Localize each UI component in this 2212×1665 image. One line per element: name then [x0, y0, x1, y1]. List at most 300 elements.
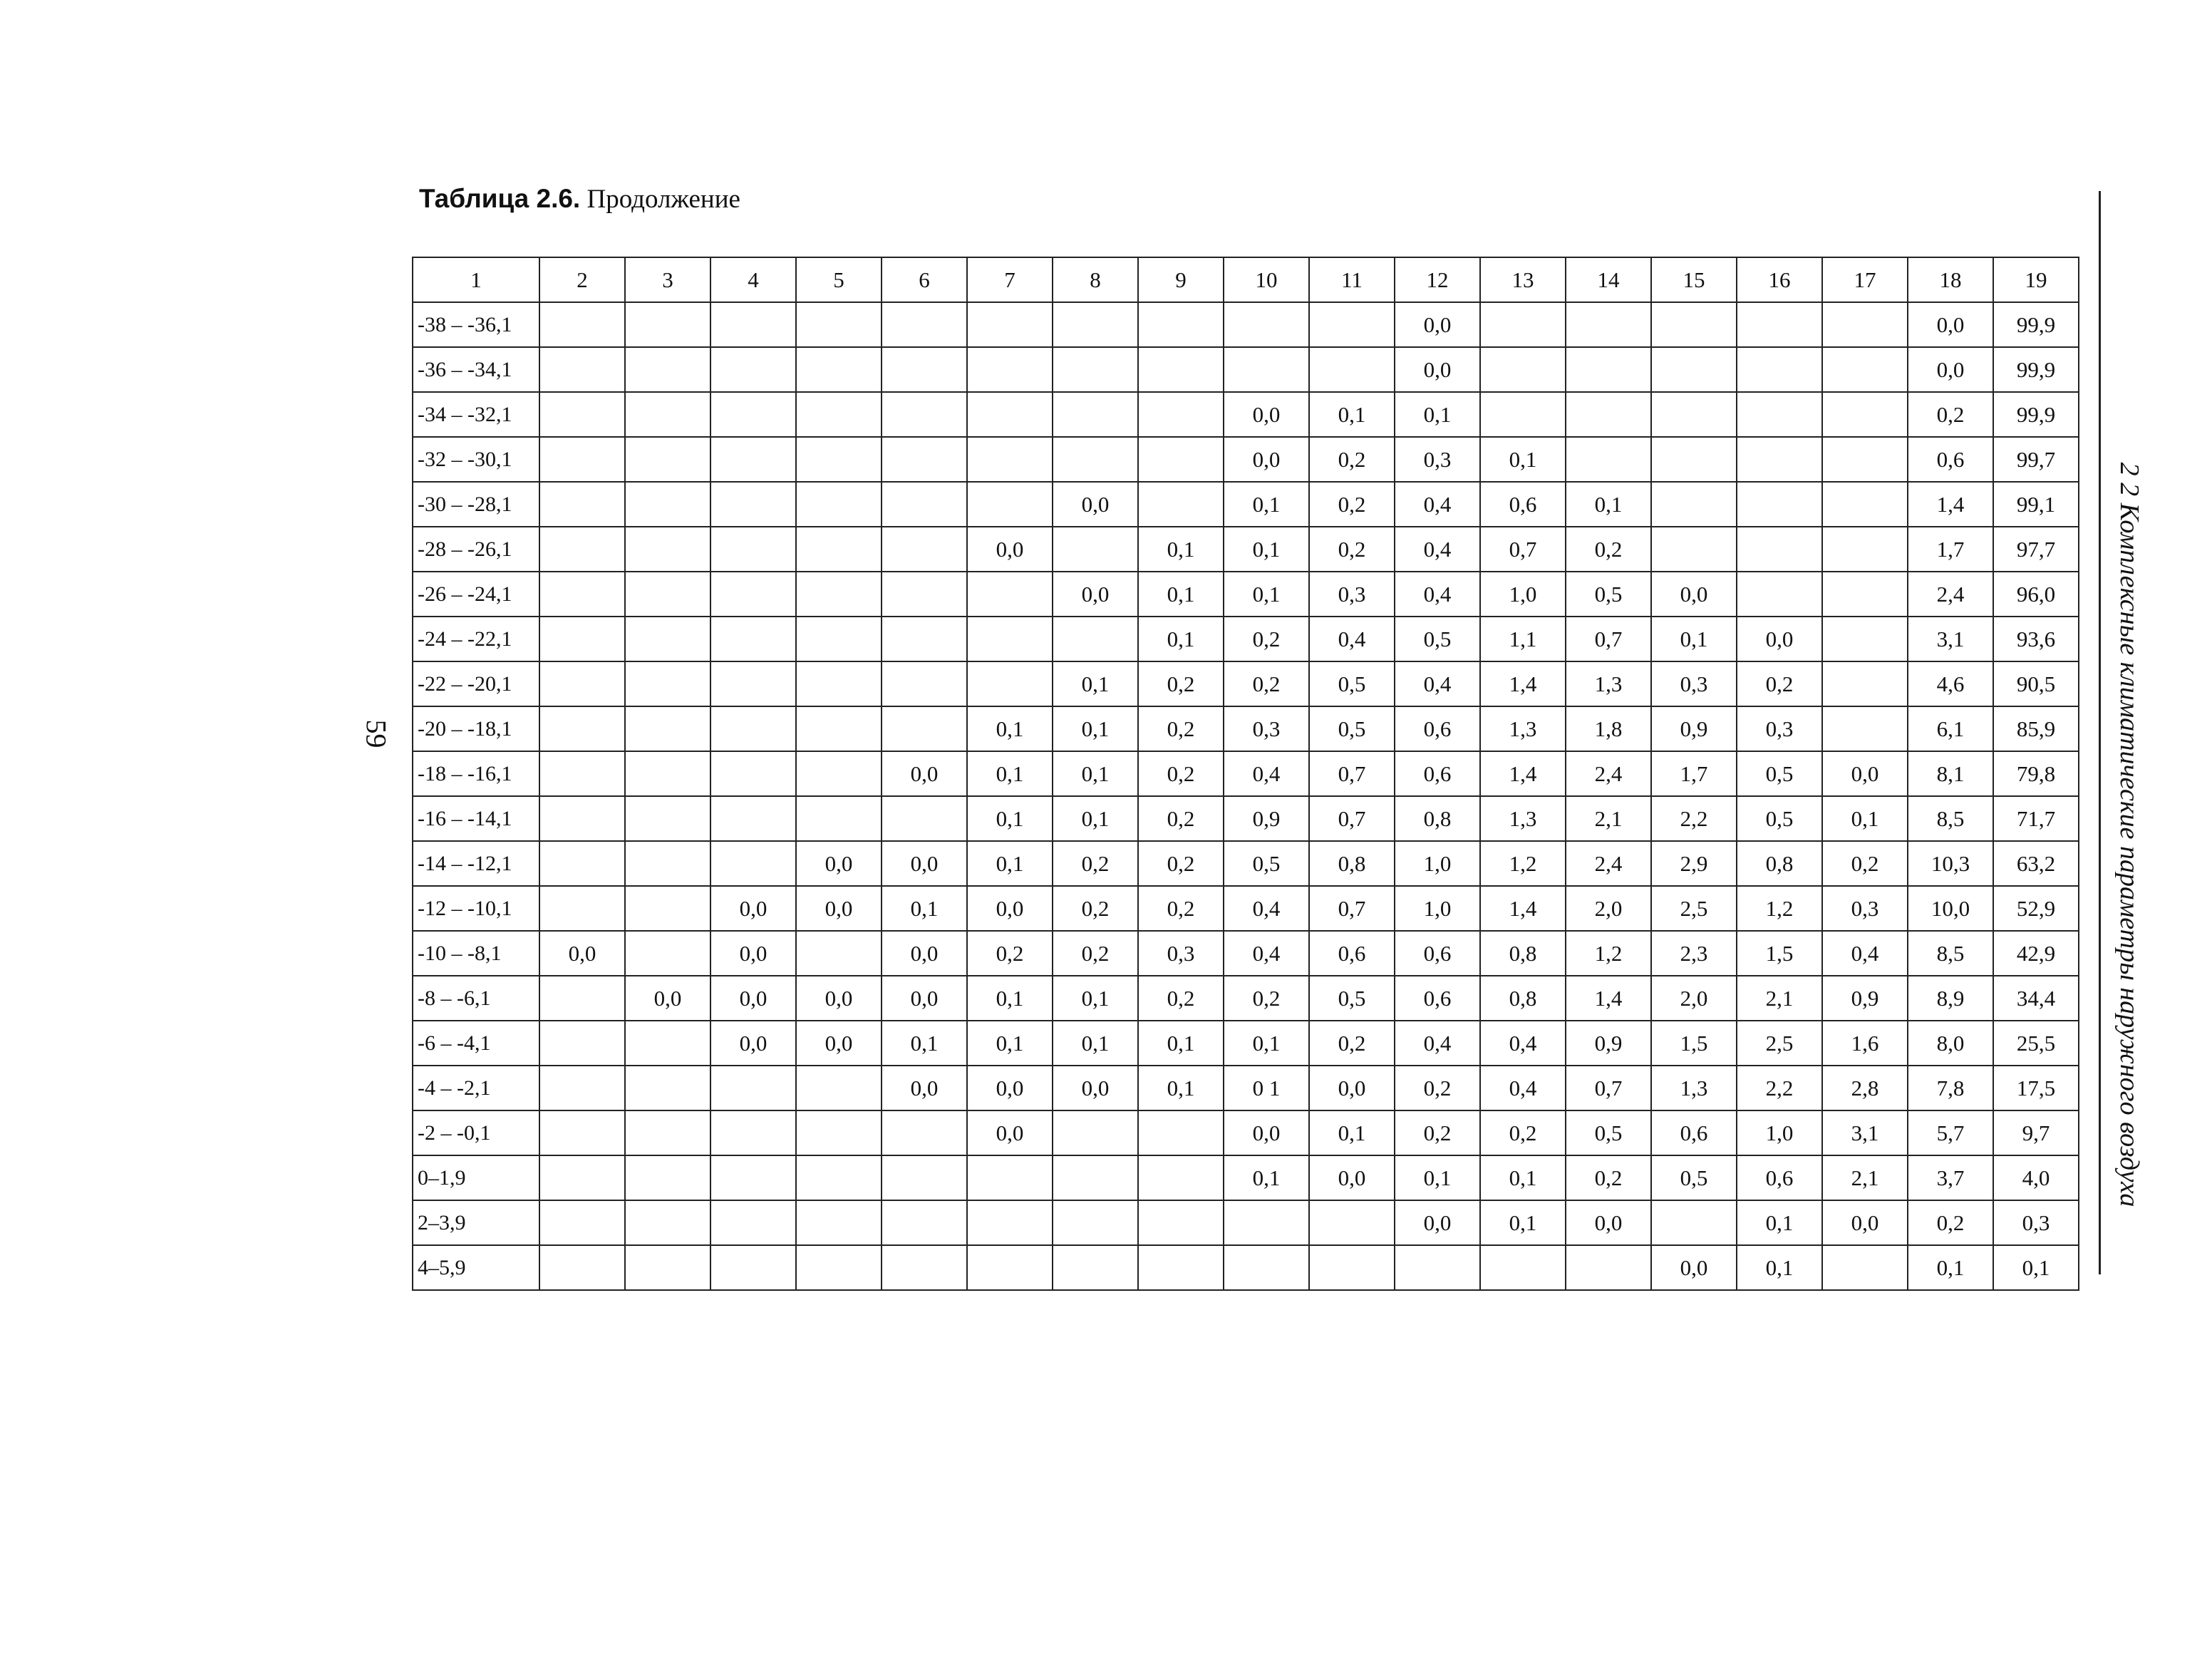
- table-cell: [796, 751, 882, 796]
- table-cell: [1224, 1245, 1309, 1290]
- table-cell: 0,2: [1908, 392, 1993, 437]
- table-cell: 0,2: [1138, 841, 1224, 886]
- table-cell: [882, 1245, 967, 1290]
- table-cell: [539, 1200, 625, 1245]
- table-cell: 0,5: [1309, 661, 1395, 706]
- table-cell: 0,0: [1053, 482, 1138, 527]
- table-row: [413, 1110, 2079, 1155]
- table-cell: 0,9: [1566, 1021, 1651, 1066]
- table-cell: 0,3: [1651, 661, 1737, 706]
- table-cell: [1822, 302, 1908, 347]
- table-cell: 0,3: [1138, 931, 1224, 976]
- table-cell: [1822, 527, 1908, 572]
- table-cell: 0,1: [1224, 572, 1309, 617]
- column-header: 4: [710, 257, 796, 302]
- row-label: -12 – -10,1: [413, 886, 539, 931]
- table-cell: 0,0: [882, 751, 967, 796]
- table-cell: [882, 661, 967, 706]
- table-cell: [539, 1110, 625, 1155]
- row-label: -24 – -22,1: [413, 617, 539, 661]
- table-row: [413, 1200, 2079, 1245]
- table-cell: 0,1: [1395, 392, 1480, 437]
- table-cell: 0,1: [1651, 617, 1737, 661]
- table-cell: 0,6: [1651, 1110, 1737, 1155]
- table-cell: 0,7: [1566, 1066, 1651, 1110]
- table-cell: 85,9: [1993, 706, 2079, 751]
- table-cell: [796, 1066, 882, 1110]
- table-cell: [967, 661, 1053, 706]
- table-cell: [1737, 572, 1822, 617]
- table-cell: [710, 1110, 796, 1155]
- table-cell: [539, 796, 625, 841]
- table-cell: [539, 437, 625, 482]
- table-cell: [1053, 527, 1138, 572]
- table-cell: 7,8: [1908, 1066, 1993, 1110]
- row-label: -36 – -34,1: [413, 347, 539, 392]
- table-cell: 0,2: [1138, 796, 1224, 841]
- table-cell: 0,2: [1053, 841, 1138, 886]
- table-cell: [1822, 437, 1908, 482]
- table-cell: [710, 661, 796, 706]
- table-cell: [539, 1021, 625, 1066]
- table-cell: [539, 392, 625, 437]
- table-cell: 0 1: [1224, 1066, 1309, 1110]
- table-cell: [539, 751, 625, 796]
- table-cell: 0,5: [1224, 841, 1309, 886]
- table-cell: [539, 302, 625, 347]
- table-cell: 2,4: [1566, 841, 1651, 886]
- table-cell: [967, 347, 1053, 392]
- table-cell: [625, 347, 710, 392]
- table-cell: 0,3: [1309, 572, 1395, 617]
- table-cell: [625, 527, 710, 572]
- table-cell: [882, 617, 967, 661]
- table-cell: [539, 1155, 625, 1200]
- row-label: -14 – -12,1: [413, 841, 539, 886]
- table-cell: 0,4: [1395, 1021, 1480, 1066]
- table-cell: 9,7: [1993, 1110, 2079, 1155]
- table-cell: [796, 527, 882, 572]
- table-row: [413, 527, 2079, 572]
- table-cell: [1737, 482, 1822, 527]
- table-cell: 0,2: [1224, 617, 1309, 661]
- table-cell: 0,6: [1908, 437, 1993, 482]
- table-cell: [1480, 1245, 1566, 1290]
- table-cell: 0,0: [710, 931, 796, 976]
- table-cell: [796, 931, 882, 976]
- table-cell: 0,2: [1138, 751, 1224, 796]
- table-cell: 0,0: [625, 976, 710, 1021]
- table-cell: 0,2: [1138, 706, 1224, 751]
- table-cell: 0,0: [882, 841, 967, 886]
- table-cell: 0,0: [796, 1021, 882, 1066]
- table-row: [413, 572, 2079, 617]
- table-cell: 0,2: [1480, 1110, 1566, 1155]
- column-header: 3: [625, 257, 710, 302]
- table-cell: 0,0: [1395, 302, 1480, 347]
- table-cell: [882, 706, 967, 751]
- table-cell: 0,8: [1480, 931, 1566, 976]
- table-cell: 0,0: [1566, 1200, 1651, 1245]
- table-cell: [882, 1155, 967, 1200]
- table-cell: 0,0: [967, 1066, 1053, 1110]
- table-cell: [1053, 1200, 1138, 1245]
- table-cell: 0,5: [1566, 1110, 1651, 1155]
- table-cell: 0,0: [1053, 572, 1138, 617]
- table-cell: 0,0: [1908, 302, 1993, 347]
- table-cell: 0,1: [967, 976, 1053, 1021]
- table-cell: 0,1: [967, 1021, 1053, 1066]
- column-header: 17: [1822, 257, 1908, 302]
- table-cell: 0,2: [1737, 661, 1822, 706]
- table-cell: 1,1: [1480, 617, 1566, 661]
- table-row: [413, 392, 2079, 437]
- table-cell: [710, 617, 796, 661]
- column-header: 13: [1480, 257, 1566, 302]
- table-cell: 0,1: [1053, 661, 1138, 706]
- table-cell: 0,2: [1822, 841, 1908, 886]
- column-header: 10: [1224, 257, 1309, 302]
- table-cell: [1138, 437, 1224, 482]
- table-cell: [625, 572, 710, 617]
- table-cell: 0,0: [1053, 1066, 1138, 1110]
- table-cell: 0,0: [967, 527, 1053, 572]
- table-cell: [1053, 437, 1138, 482]
- table-cell: [1822, 1245, 1908, 1290]
- table-cell: 1,4: [1480, 661, 1566, 706]
- table-cell: [1737, 437, 1822, 482]
- table-cell: [1053, 617, 1138, 661]
- table-cell: 0,5: [1309, 706, 1395, 751]
- table-cell: [625, 796, 710, 841]
- table-cell: [796, 347, 882, 392]
- table-row: [413, 886, 2079, 931]
- table-cell: [710, 1066, 796, 1110]
- table-cell: [1138, 347, 1224, 392]
- table-cell: 5,7: [1908, 1110, 1993, 1155]
- table-cell: [882, 527, 967, 572]
- table-cell: 0,1: [882, 1021, 967, 1066]
- table-cell: [710, 841, 796, 886]
- table-cell: 2,2: [1651, 796, 1737, 841]
- table-cell: 0,2: [1566, 1155, 1651, 1200]
- column-header: 19: [1993, 257, 2079, 302]
- table-cell: 0,1: [1053, 796, 1138, 841]
- column-header: 9: [1138, 257, 1224, 302]
- table-cell: [1309, 1245, 1395, 1290]
- table-row: [413, 482, 2079, 527]
- table-cell: 3,7: [1908, 1155, 1993, 1200]
- table-cell: 0,1: [1993, 1245, 2079, 1290]
- table-cell: [539, 527, 625, 572]
- table-cell: [967, 572, 1053, 617]
- table-cell: [796, 572, 882, 617]
- table-cell: [1651, 347, 1737, 392]
- table-cell: [625, 302, 710, 347]
- table-cell: 2,0: [1651, 976, 1737, 1021]
- table-cell: [882, 347, 967, 392]
- table-cell: 0,0: [882, 1066, 967, 1110]
- running-title: [2108, 396, 2151, 1273]
- table-cell: [1651, 392, 1737, 437]
- table-cell: 99,9: [1993, 392, 2079, 437]
- row-label: -22 – -20,1: [413, 661, 539, 706]
- table-cell: 0,2: [1309, 437, 1395, 482]
- table-cell: 1,5: [1737, 931, 1822, 976]
- table-cell: 0,1: [1053, 976, 1138, 1021]
- table-cell: [625, 706, 710, 751]
- table-row: [413, 302, 2079, 347]
- table-cell: [1822, 617, 1908, 661]
- table-cell: 0,4: [1480, 1066, 1566, 1110]
- table-cell: [625, 661, 710, 706]
- table-cell: 1,4: [1480, 886, 1566, 931]
- table-cell: 0,4: [1480, 1021, 1566, 1066]
- table-cell: 0,2: [1053, 886, 1138, 931]
- table-cell: 1,3: [1651, 1066, 1737, 1110]
- table-cell: 99,1: [1993, 482, 2079, 527]
- table-cell: 0,0: [796, 886, 882, 931]
- table-cell: [1224, 1200, 1309, 1245]
- table-cell: 0,4: [1395, 482, 1480, 527]
- table-cell: [796, 796, 882, 841]
- row-label: -2 – -0,1: [413, 1110, 539, 1155]
- table-cell: [625, 392, 710, 437]
- table-cell: 0,4: [1395, 661, 1480, 706]
- table-cell: 0,0: [1224, 1110, 1309, 1155]
- table-cell: [625, 1066, 710, 1110]
- table-cell: [796, 661, 882, 706]
- table-cell: [710, 347, 796, 392]
- table-cell: 1,6: [1822, 1021, 1908, 1066]
- table-cell: [710, 482, 796, 527]
- page-number: 59: [360, 719, 393, 748]
- table-cell: 0,0: [1651, 1245, 1737, 1290]
- table-cell: [1138, 1110, 1224, 1155]
- table-cell: [539, 1245, 625, 1290]
- table-cell: [796, 482, 882, 527]
- table-cell: 2,1: [1822, 1155, 1908, 1200]
- table-cell: 1,3: [1566, 661, 1651, 706]
- table-cell: 1,4: [1908, 482, 1993, 527]
- table-cell: 0,1: [1737, 1245, 1822, 1290]
- table-cell: [967, 482, 1053, 527]
- table-cell: [796, 392, 882, 437]
- table-cell: [625, 482, 710, 527]
- table-cell: [539, 1066, 625, 1110]
- column-header: 1: [413, 257, 539, 302]
- data-table-body: [413, 257, 2079, 1290]
- table-cell: [1138, 1245, 1224, 1290]
- table-cell: 0,5: [1651, 1155, 1737, 1200]
- table-cell: [1053, 392, 1138, 437]
- table-cell: [796, 302, 882, 347]
- row-label: -32 – -30,1: [413, 437, 539, 482]
- table-cell: 0,3: [1224, 706, 1309, 751]
- table-cell: 0,0: [710, 1021, 796, 1066]
- table-cell: 2,4: [1908, 572, 1993, 617]
- table-cell: 8,5: [1908, 931, 1993, 976]
- table-cell: 1,2: [1737, 886, 1822, 931]
- table-cell: 0,0: [967, 1110, 1053, 1155]
- row-label: 4–5,9: [413, 1245, 539, 1290]
- column-header: 12: [1395, 257, 1480, 302]
- table-row: [413, 437, 2079, 482]
- table-cell: 71,7: [1993, 796, 2079, 841]
- table-row: [413, 1066, 2079, 1110]
- table-cell: 0,1: [1224, 1155, 1309, 1200]
- table-cell: 1,5: [1651, 1021, 1737, 1066]
- table-cell: 1,8: [1566, 706, 1651, 751]
- table-row: [413, 841, 2079, 886]
- table-cell: 0,8: [1480, 976, 1566, 1021]
- table-cell: 0,2: [1395, 1066, 1480, 1110]
- table-cell: 0,7: [1480, 527, 1566, 572]
- table-cell: 0,2: [1224, 976, 1309, 1021]
- table-cell: 0,0: [1908, 347, 1993, 392]
- table-cell: [710, 302, 796, 347]
- table-cell: 0,4: [1822, 931, 1908, 976]
- table-cell: 0,6: [1395, 706, 1480, 751]
- table-cell: 0,0: [1224, 437, 1309, 482]
- table-cell: 0,3: [1395, 437, 1480, 482]
- table-cell: 0,2: [1224, 661, 1309, 706]
- table-cell: 0,6: [1395, 751, 1480, 796]
- table-cell: 0,1: [1908, 1245, 1993, 1290]
- running-title-text: 2 2 Комплексные климатические параметры наружного воздуха: [2114, 462, 2144, 1207]
- table-cell: [1651, 482, 1737, 527]
- table-cell: [1651, 302, 1737, 347]
- table-cell: 0,1: [967, 841, 1053, 886]
- table-cell: 0,9: [1651, 706, 1737, 751]
- table-cell: [1651, 437, 1737, 482]
- table-cell: [1480, 392, 1566, 437]
- table-caption-subtitle: Продолжение: [586, 185, 740, 214]
- table-cell: 6,1: [1908, 706, 1993, 751]
- table-cell: [625, 1200, 710, 1245]
- row-label: -8 – -6,1: [413, 976, 539, 1021]
- table-row: [413, 976, 2079, 1021]
- table-cell: 63,2: [1993, 841, 2079, 886]
- table-cell: 0,0: [1224, 392, 1309, 437]
- row-label: -34 – -32,1: [413, 392, 539, 437]
- table-cell: [625, 1110, 710, 1155]
- table-cell: 79,8: [1993, 751, 2079, 796]
- table-row: [413, 617, 2079, 661]
- table-cell: 0,7: [1309, 751, 1395, 796]
- table-cell: [1737, 302, 1822, 347]
- table-cell: 93,6: [1993, 617, 2079, 661]
- table-cell: [1053, 1110, 1138, 1155]
- table-cell: 0,1: [1480, 1200, 1566, 1245]
- table-cell: [1651, 527, 1737, 572]
- table-cell: 0,0: [1395, 347, 1480, 392]
- table-cell: [1138, 392, 1224, 437]
- table-cell: 0,4: [1395, 527, 1480, 572]
- column-header: 6: [882, 257, 967, 302]
- table-cell: [539, 976, 625, 1021]
- table-cell: [1309, 347, 1395, 392]
- table-cell: 8,5: [1908, 796, 1993, 841]
- table-cell: [967, 1200, 1053, 1245]
- table-cell: 0,0: [967, 886, 1053, 931]
- table-cell: [710, 392, 796, 437]
- table-cell: 0,1: [1480, 1155, 1566, 1200]
- table-cell: 0,0: [1309, 1155, 1395, 1200]
- table-cell: 0,2: [1566, 527, 1651, 572]
- table-cell: 0,4: [1224, 751, 1309, 796]
- table-cell: 0,0: [539, 931, 625, 976]
- table-cell: [882, 437, 967, 482]
- table-cell: [539, 482, 625, 527]
- row-label: -4 – -2,1: [413, 1066, 539, 1110]
- table-cell: 0,8: [1309, 841, 1395, 886]
- table-cell: [710, 437, 796, 482]
- table-cell: 0,1: [1053, 751, 1138, 796]
- table-cell: 42,9: [1993, 931, 2079, 976]
- table-cell: 0,2: [1138, 661, 1224, 706]
- table-cell: [796, 1245, 882, 1290]
- table-cell: 0,4: [1224, 931, 1309, 976]
- table-caption: [419, 184, 740, 215]
- table-cell: 0,1: [967, 706, 1053, 751]
- table-row: [413, 661, 2079, 706]
- table-cell: [539, 706, 625, 751]
- table-cell: 0,0: [796, 976, 882, 1021]
- table-cell: [1737, 347, 1822, 392]
- table-cell: 0,1: [1395, 1155, 1480, 1200]
- table-cell: 97,7: [1993, 527, 2079, 572]
- table-cell: [1822, 572, 1908, 617]
- table-cell: 0,1: [1053, 706, 1138, 751]
- table-cell: [882, 1110, 967, 1155]
- table-row: [413, 751, 2079, 796]
- table-cell: 0,1: [882, 886, 967, 931]
- table-cell: 0,6: [1737, 1155, 1822, 1200]
- table-cell: [1737, 392, 1822, 437]
- table-cell: [882, 482, 967, 527]
- table-cell: [882, 796, 967, 841]
- table-cell: 0,3: [1822, 886, 1908, 931]
- table-cell: 0,9: [1822, 976, 1908, 1021]
- table-cell: 0,2: [1138, 886, 1224, 931]
- table-cell: [625, 931, 710, 976]
- table-cell: [1053, 1245, 1138, 1290]
- table-cell: [1138, 302, 1224, 347]
- table-cell: [1053, 302, 1138, 347]
- table-cell: [1737, 527, 1822, 572]
- table-cell: 1,4: [1480, 751, 1566, 796]
- table-cell: 0,0: [1395, 1200, 1480, 1245]
- table-cell: 1,0: [1395, 841, 1480, 886]
- table-cell: 0,3: [1993, 1200, 2079, 1245]
- table-cell: 0,2: [1908, 1200, 1993, 1245]
- column-header: 5: [796, 257, 882, 302]
- table-cell: 0,1: [1138, 1066, 1224, 1110]
- row-label: -6 – -4,1: [413, 1021, 539, 1066]
- table-cell: [1822, 482, 1908, 527]
- table-cell: [710, 527, 796, 572]
- table-cell: 2,0: [1566, 886, 1651, 931]
- table-row: [413, 1021, 2079, 1066]
- table-cell: [1566, 347, 1651, 392]
- table-cell: 99,7: [1993, 437, 2079, 482]
- table-cell: [967, 392, 1053, 437]
- table-cell: 8,0: [1908, 1021, 1993, 1066]
- table-cell: [625, 841, 710, 886]
- table-cell: [796, 617, 882, 661]
- table-cell: 2,2: [1737, 1066, 1822, 1110]
